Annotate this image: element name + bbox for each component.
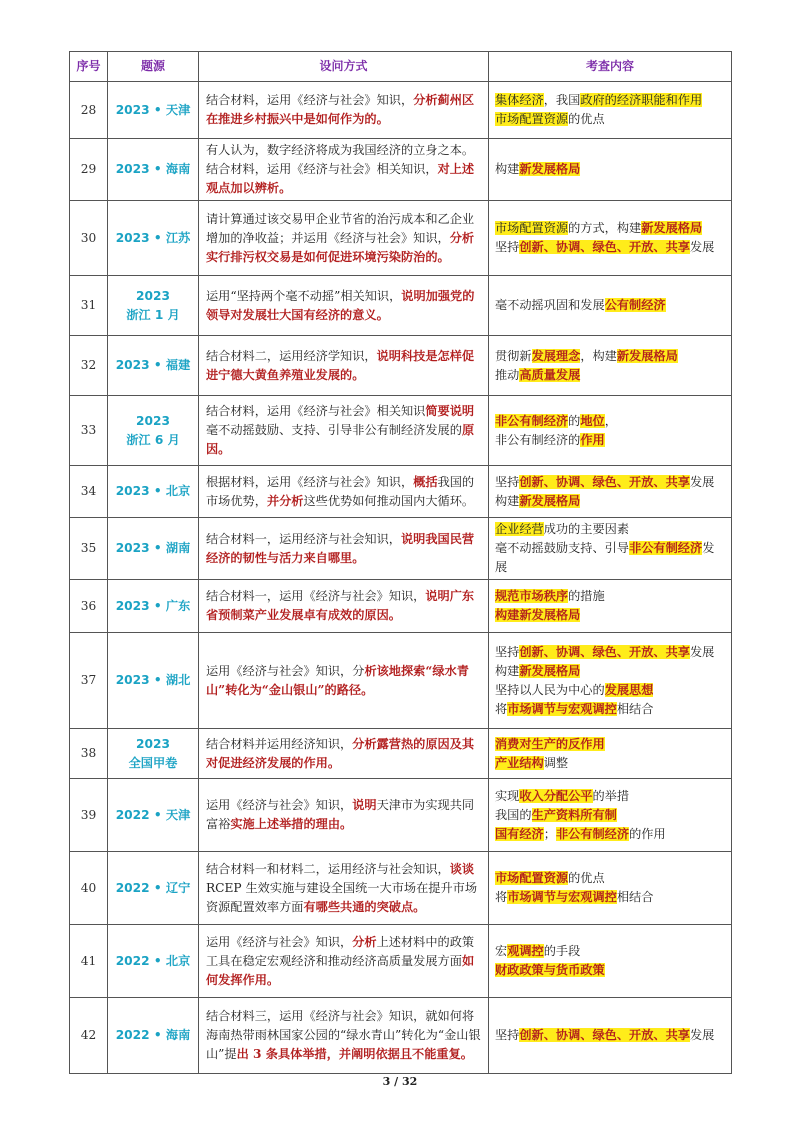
row-question (199, 998, 489, 1074)
question-segment: 出 3 条具体举措，并阐明依据且不能重复。 (236, 1047, 473, 1061)
row-question (199, 276, 489, 336)
question-segment: RCEP 生效实施与建设全国统一大市场在提升市场资源配置效率方面 (206, 880, 478, 914)
row-question (199, 518, 489, 580)
content-segment: 相结合 (616, 890, 654, 904)
content-line (495, 296, 726, 315)
row-question (199, 396, 489, 466)
content-segment: 新发展格局 (641, 221, 703, 235)
content-segment: 非公有制经济 (629, 541, 703, 555)
question-segment: 分析实行排污权交易是如何促进环境污染防治的。 (206, 230, 475, 264)
question-segment: 概括 (413, 474, 438, 489)
row-source (108, 139, 199, 201)
row-question (199, 633, 489, 729)
content-line (495, 347, 726, 366)
question-segment: 请计算通过该交易甲企业节省的治污成本和乙企业增加的净收益；并运用《经济与社会》知识， (206, 211, 475, 245)
content-segment: 创新、协调、绿色、开放、共享 (519, 644, 690, 659)
row-question (199, 925, 489, 998)
table-row (70, 852, 732, 925)
content-line (495, 643, 726, 662)
content-line (495, 539, 726, 577)
question-segment: 运用《经济与社会》知识，分 (206, 663, 365, 678)
content-segment: 坚持 (495, 1028, 520, 1042)
question-segment: 结合材料一和材料二，运用经济与社会知识， (206, 861, 450, 876)
row-content (489, 466, 732, 518)
page-number: 3 / 32 (382, 1075, 418, 1088)
source-line: 2022 • 天津 (115, 807, 191, 822)
content-segment: 毫不动摇巩固和发展 (495, 298, 605, 312)
row-question (199, 580, 489, 633)
content-segment: 规范市场秩序 (495, 589, 569, 603)
source-line: 2023 • 湖南 (115, 541, 191, 555)
content-segment: 地位 (580, 413, 605, 428)
question-segment: 简要说明 (425, 404, 475, 418)
row-number: 35 (70, 518, 108, 580)
source-line: 浙江 6 月 (126, 432, 180, 447)
content-line (495, 825, 726, 844)
row-number: 41 (70, 925, 108, 998)
content-segment: 企业经营 (495, 522, 544, 536)
row-number: 33 (70, 396, 108, 466)
content-segment: 国有经济 (495, 826, 544, 841)
source-line: 2023 • 江苏 (115, 230, 191, 245)
source-line: 2022 • 北京 (115, 953, 191, 968)
content-segment: 发展 (495, 541, 715, 574)
row-number: 29 (70, 139, 108, 201)
content-segment: 贯彻新 (495, 348, 532, 363)
table-row (70, 466, 732, 518)
content-segment: 财政政策与货币政策 (495, 963, 605, 977)
row-content (489, 729, 732, 779)
row-question (199, 201, 489, 276)
row-content (489, 998, 732, 1074)
row-content (489, 633, 732, 729)
content-segment: 市场调节与宏观调控 (507, 890, 617, 904)
row-number: 31 (70, 276, 108, 336)
row-number: 39 (70, 779, 108, 852)
table-row (70, 201, 732, 276)
question-segment: 毫不动摇鼓励、支持、引导非公有制经济发展的 (206, 423, 462, 437)
content-segment: 成功的主要因素 (543, 522, 630, 536)
row-source (108, 396, 199, 466)
row-number: 38 (70, 729, 108, 779)
table-row (70, 633, 732, 729)
row-question (199, 82, 489, 139)
row-number: 36 (70, 580, 108, 633)
question-segment: 根据材料，运用《经济与社会》知识， (206, 474, 414, 489)
content-segment: 的作用 (629, 826, 666, 841)
source-line: 2023 (136, 413, 170, 428)
content-segment: 发展 (690, 1028, 715, 1042)
table-row (70, 580, 732, 633)
content-segment: 的举措 (592, 788, 630, 803)
source-line: 2023 • 广东 (115, 598, 191, 613)
content-segment: 创新、协调、绿色、开放、共享 (519, 474, 690, 489)
content-segment: 推动 (495, 367, 520, 382)
row-source (108, 201, 199, 276)
row-number: 37 (70, 633, 108, 729)
content-line (495, 219, 726, 238)
content-segment: 高质量发展 (519, 367, 581, 382)
content-segment: 的方式，构建 (568, 221, 642, 235)
question-segment: 分析蓟州区在推进乡村振兴中是如何作为的。 (206, 93, 475, 126)
question-segment: 天津市为实现共同富裕 (206, 798, 475, 831)
question-segment: 说明广东省预制菜产业发展卓有成效的原因。 (206, 589, 475, 622)
table-row (70, 396, 732, 466)
row-question (199, 139, 489, 201)
content-segment: 我国的 (495, 807, 532, 822)
source-line: 2023 • 海南 (115, 162, 191, 176)
table-row (70, 925, 732, 998)
content-segment: 政府的经济职能和作用 (580, 93, 703, 107)
row-content (489, 925, 732, 998)
content-segment: 坚持以人民为中心的 (495, 682, 605, 697)
row-source (108, 518, 199, 580)
content-segment: 新发展格局 (519, 162, 581, 176)
content-line (495, 238, 726, 257)
row-source (108, 779, 199, 852)
content-line (495, 160, 726, 179)
table-row (70, 336, 732, 396)
row-content (489, 336, 732, 396)
source-line: 2023 (136, 736, 170, 751)
source-line: 全国甲卷 (128, 755, 178, 770)
content-segment: 新发展格局 (519, 663, 581, 678)
question-segment: 上述材料中的政策工具在稳定宏观经济和推动经济高质量发展方面 (206, 934, 475, 968)
content-line (495, 366, 726, 385)
content-segment: 消费对生产的反作用 (495, 736, 605, 751)
question-segment: 运用《经济与社会》知识， (206, 798, 353, 812)
content-segment: 新发展格局 (616, 348, 678, 363)
source-line: 2023 • 天津 (115, 102, 191, 117)
content-segment: 发展 (690, 644, 715, 659)
question-segment: 结合材料并运用经济知识， (206, 736, 353, 751)
row-content (489, 852, 732, 925)
content-segment: 相结合 (616, 701, 654, 716)
question-segment: 原因。 (206, 423, 475, 456)
row-source (108, 925, 199, 998)
content-segment: 发展 (690, 240, 715, 254)
row-content (489, 276, 732, 336)
question-segment: 并分析 (266, 493, 304, 508)
content-segment: 宏 (495, 944, 508, 958)
content-segment: ，我国 (543, 93, 581, 107)
content-line (495, 110, 726, 129)
content-segment: 坚持 (495, 644, 520, 659)
content-segment: 的 (568, 413, 581, 428)
question-segment: 分析露营热的原因及其对促进经济发展的作用。 (206, 736, 475, 770)
question-segment: 结合材料二，运用经济学知识， (206, 348, 377, 363)
content-line (495, 681, 726, 700)
table-row (70, 518, 732, 580)
content-segment: 非公有制经济 (495, 413, 569, 428)
question-segment: 结合材料一，运用经济与社会知识， (206, 531, 401, 546)
content-segment: 将 (495, 701, 508, 716)
row-source (108, 998, 199, 1074)
row-question (199, 779, 489, 852)
header-number: 序号 (70, 52, 108, 82)
row-source (108, 729, 199, 779)
row-source (108, 276, 199, 336)
content-segment: 非公有制经济 (555, 826, 630, 841)
row-content (489, 580, 732, 633)
question-segment: 我国的市场优势， (206, 474, 475, 508)
question-segment: 运用“坚持两个毫不动摇”相关知识， (206, 288, 402, 303)
row-number: 34 (70, 466, 108, 518)
content-segment: 的优点 (568, 112, 605, 126)
row-content (489, 139, 732, 201)
content-segment: 观调控 (507, 944, 544, 958)
row-number: 30 (70, 201, 108, 276)
content-line (495, 869, 726, 888)
row-content (489, 518, 732, 580)
content-segment: 发展思想 (604, 682, 654, 697)
content-segment: 毫不动摇鼓励支持、引导 (495, 541, 630, 555)
row-source (108, 82, 199, 139)
source-line: 2023 • 北京 (115, 484, 191, 498)
content-segment: 发展 (690, 474, 715, 489)
row-number: 42 (70, 998, 108, 1074)
content-segment: 坚持 (495, 474, 520, 489)
content-segment: ， (604, 413, 617, 428)
question-segment: 谈谈 (449, 861, 475, 876)
content-segment: 公有制经济 (604, 298, 666, 312)
content-segment: 坚持 (495, 240, 520, 254)
row-question (199, 466, 489, 518)
content-segment: 构建 (495, 162, 520, 176)
content-line (495, 888, 726, 907)
content-segment: 市场配置资源 (495, 221, 569, 235)
content-line (495, 735, 726, 754)
content-segment: 的优点 (568, 871, 605, 885)
exam-question-table (69, 51, 732, 1074)
content-line (495, 412, 726, 431)
question-segment: 实施上述举措的理由。 (230, 817, 353, 831)
question-segment: 如何发挥作用。 (206, 953, 475, 987)
row-question (199, 852, 489, 925)
source-line: 浙江 1 月 (126, 307, 180, 322)
row-number: 28 (70, 82, 108, 139)
question-segment: 运用《经济与社会》知识， (206, 934, 353, 949)
table-row (70, 729, 732, 779)
content-segment: 作用 (580, 432, 605, 447)
row-content (489, 82, 732, 139)
source-line: 2023 • 湖北 (115, 673, 191, 687)
content-segment: 将 (495, 890, 508, 904)
content-segment: 构建 (495, 663, 520, 678)
question-segment: 有人认为，数字经济将成为我国经济的立身之本。结合材料，运用《经济与社会》相关知识， (206, 143, 475, 176)
row-number: 32 (70, 336, 108, 396)
content-segment: 构建新发展格局 (495, 608, 581, 622)
content-segment: 创新、协调、绿色、开放、共享 (519, 240, 690, 254)
content-segment: 实现 (495, 788, 520, 803)
content-segment: 发展理念 (531, 348, 581, 363)
table-body (70, 82, 732, 1074)
table-row (70, 276, 732, 336)
content-line (495, 587, 726, 606)
question-segment: 这些优势如何推动国内大循环。 (303, 493, 475, 508)
content-line (495, 961, 726, 980)
content-line (495, 473, 726, 492)
row-source (108, 336, 199, 396)
content-line (495, 492, 726, 511)
content-line (495, 754, 726, 773)
table-header-row (70, 52, 732, 82)
content-segment: 产业结构 (495, 755, 544, 770)
content-line (495, 942, 726, 961)
question-segment: 说明加强党的领导对发展壮大国有经济的意义。 (206, 288, 475, 322)
source-line: 2022 • 海南 (115, 1028, 191, 1042)
content-segment: 集体经济 (495, 93, 544, 107)
content-segment: 创新、协调、绿色、开放、共享 (519, 1028, 690, 1042)
content-segment: 收入分配公平 (519, 788, 593, 803)
content-line (495, 662, 726, 681)
question-segment: 说明 (352, 798, 377, 812)
question-segment: 析该地探索“绿水青山”转化为“金山银山”的路径。 (206, 663, 469, 697)
question-segment: 说明科技是怎样促进宁德大黄鱼养殖业发展的。 (206, 348, 475, 382)
row-source (108, 633, 199, 729)
content-line (495, 520, 726, 539)
row-source (108, 466, 199, 518)
source-line: 2023 • 福建 (115, 358, 191, 372)
content-line (495, 606, 726, 625)
content-segment: 生产资料所有制 (531, 807, 617, 822)
content-segment: 新发展格局 (519, 493, 581, 508)
content-line (495, 787, 726, 806)
source-line: 2023 (136, 288, 170, 303)
row-source (108, 580, 199, 633)
table-row (70, 779, 732, 852)
row-content (489, 779, 732, 852)
row-question (199, 729, 489, 779)
content-segment: 市场配置资源 (495, 871, 569, 885)
row-source (108, 852, 199, 925)
content-segment: 市场配置资源 (495, 112, 569, 126)
question-segment: 分析 (352, 934, 377, 949)
source-line: 2022 • 辽宁 (115, 880, 191, 895)
content-segment: 非公有制经济的 (495, 432, 581, 447)
table-row (70, 998, 732, 1074)
question-segment: 结合材料，运用《经济与社会》相关知识 (206, 404, 426, 418)
header-question: 设问方式 (199, 52, 489, 82)
question-segment: 说明我国民营经济的韧性与活力来自哪里。 (206, 531, 475, 565)
row-question (199, 336, 489, 396)
question-segment: 结合材料三，运用《经济与社会》知识，就如何将海南热带雨林国家公园的“绿水青山”转化为“金山银山”提 (206, 1009, 481, 1061)
content-segment: 构建 (495, 493, 520, 508)
content-segment: 的措施 (568, 589, 605, 603)
question-segment: 对上述观点加以辨析。 (206, 162, 475, 195)
question-segment: 有哪些共通的突破点。 (303, 899, 426, 914)
table-row (70, 82, 732, 139)
content-line (495, 431, 726, 450)
row-number: 40 (70, 852, 108, 925)
table-row (70, 139, 732, 201)
header-source: 题源 (108, 52, 199, 82)
content-segment: 调整 (543, 755, 569, 770)
content-line (495, 806, 726, 825)
question-segment: 结合材料一，运用《经济与社会》知识， (206, 589, 426, 603)
content-segment: ； (543, 826, 556, 841)
question-segment: 结合材料，运用《经济与社会》知识， (206, 93, 414, 107)
row-content (489, 201, 732, 276)
content-segment: 市场调节与宏观调控 (507, 701, 617, 716)
content-line (495, 1026, 726, 1045)
content-line (495, 700, 726, 719)
row-content (489, 396, 732, 466)
content-segment: 的手段 (543, 944, 581, 958)
content-line (495, 91, 726, 110)
header-content: 考查内容 (489, 52, 732, 82)
content-segment: ，构建 (580, 348, 617, 363)
